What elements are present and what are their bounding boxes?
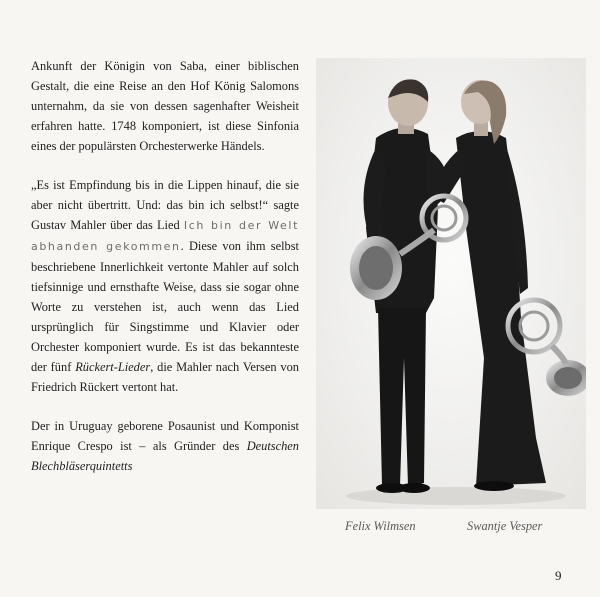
paragraph-mahler <box>31 175 299 397</box>
paragraph-handel <box>31 56 299 156</box>
caption-swantje: Swantje Vesper <box>467 519 543 533</box>
mahler-text-b: . Diese von ihm selbst beschriebene Innerlichkeit vertonte Mahler auf solch tiefsinnige und ernsthafte Weise, dass sie sogar ohne Worte zu verstehen ist, auch wenn das Lied ursprünglich für Singstimme und Klavier oder Orchester komponiert wurde. Es ist das bekannteste der fünf <box>31 239 299 374</box>
paragraph-handel-text: Ankunft der Königin von Saba, einer biblischen Gestalt, die eine Reise an den Hof König Salomons unternahm, da sie von dessen sagenhafter Weisheit erfahren hatte. 1748 komponiert, ist diese Sinfonia eines der populärsten Orchesterwerke Händels. <box>31 59 299 153</box>
caption-felix: Felix Wilmsen <box>345 519 416 533</box>
ensemble-name: Deutschen Blechbläserquintetts <box>31 439 299 473</box>
song-title: Ich bin der Welt abhanden gekommen <box>31 219 299 253</box>
cycle-title: Rückert-Lieder <box>75 360 151 374</box>
page-number: 9 <box>555 568 562 583</box>
mahler-text-c: , die Mahler nach Versen von Friedrich Rückert vertont hat. <box>31 360 299 394</box>
body-text <box>31 56 299 495</box>
mahler-text-a: „Es ist Empfindung bis in die Lippen hinauf, die sie aber nicht übertritt. Und: das bin ich selbst!“ sagte Gustav Mahler über das Lied <box>31 178 299 232</box>
musicians-photo <box>316 58 586 509</box>
crespo-text: Der in Uruguay geborene Posaunist und Komponist Enrique Crespo ist – als Gründer des <box>31 419 299 453</box>
paragraph-crespo <box>31 416 299 476</box>
